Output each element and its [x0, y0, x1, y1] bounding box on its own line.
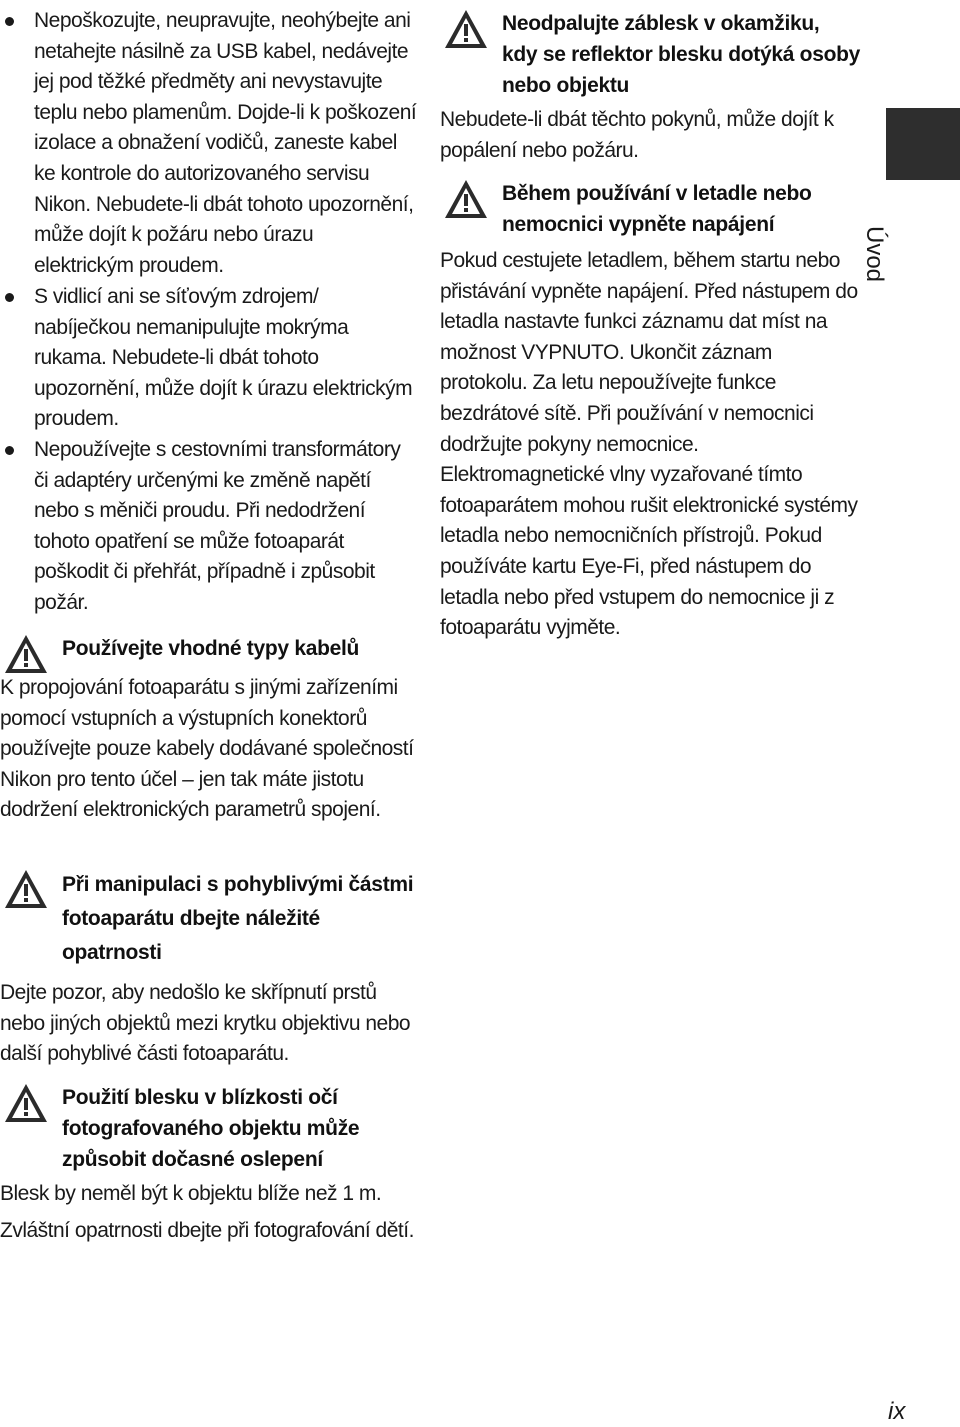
warning-heading-text: Použití blesku v blízkosti očí fotografovaného objektu může způsobit dočasné oslepení: [62, 1086, 360, 1171]
list-item: [0, 6, 418, 282]
bullet-text: Nepoužívejte s cestovními transformátory či adaptéry určenými ke změně napětí nebo s měniči proudu. Při nedodržení tohoto opatření se může fotoaparát poškodit či přehřát, případně i způsobit požár.: [34, 438, 401, 614]
warning-triangle-icon: [443, 178, 489, 220]
page-number: ix: [888, 1398, 906, 1425]
warning-heading-text: Při manipulaci s pohyblivými částmi fotoaparátu dbejte náležité opatrnosti: [62, 873, 414, 964]
bullet-list: [0, 6, 418, 625]
warning-body: Blesk by neměl být k objektu blíže než 1 m.: [0, 1182, 382, 1205]
warning-section: [0, 1082, 418, 1246]
warning-section: [440, 178, 860, 644]
list-item: [0, 282, 418, 435]
warning-heading: [440, 8, 860, 101]
bullet-dot-icon: [5, 293, 14, 302]
bullet-text: Nepoškozujte, neupravujte, neohýbejte ani netahejte násilně za USB kabel, nedávejte jej pod těžké předměty ani nevystavujte teplu nebo plamenům. Dojde-li k poškození izolace a obnažení vodičů, zaneste kabel ke kontrole do autorizovaného servisu Nikon. Nebudete-li dbát tohoto upozornění, může dojít k požáru nebo úrazu elektrickým proudem.: [34, 9, 417, 277]
left-column: [0, 0, 418, 1242]
bullet-dot-icon: [5, 17, 14, 26]
warning-body: Dejte pozor, aby nedošlo ke skřípnutí prstů nebo jiných objektů mezi krytku objektivu nebo další pohyblivé části fotoaparátu.: [0, 981, 411, 1066]
chapter-side-label: [861, 200, 940, 283]
warning-section: [0, 633, 418, 826]
warning-body-note: Zvláštní opatrnosti dbejte při fotografování dětí.: [0, 1218, 414, 1242]
chapter-label-text: Úvod: [861, 226, 888, 283]
warning-heading: [440, 178, 860, 240]
warning-heading-text: Během používání v letadle nebo nemocnici vypněte napájení: [502, 182, 812, 236]
bullet-text: S vidlicí ani se síťovým zdrojem/ nabíječkou nemanipulujte mokrýma rukama. Nebudete-li dbát tohoto upozornění, může dojít k úrazu elektrickým proudem.: [34, 285, 413, 431]
warning-heading: [0, 868, 418, 970]
warning-heading-text: Neodpalujte záblesk v okamžiku, kdy se reflektor blesku dotýká osoby nebo objektu: [502, 12, 861, 97]
warning-heading: [0, 633, 418, 664]
warning-body: Nebudete-li dbát těchto pokynů, může dojít k popálení nebo požáru.: [440, 108, 834, 162]
warning-heading: [0, 1082, 418, 1175]
warning-body: K propojování fotoaparátu s jinými zařízeními pomocí vstupních a výstupních konektorů používejte pouze kabely dodávané společností Nikon pro tento účel – jen tak máte jistotu dodržení elektronických parametrů spojení.: [0, 676, 414, 822]
warning-body: Pokud cestujete letadlem, během startu nebo přistávání vypněte napájení. Před nástupem do letadla nastavte funkci záznamu dat míst na možnost VYPNUTO. Ukončit záznam protokolu. Za letu nepoužívejte funkce bezdrátové sítě. Při používání v nemocnici dodržujte pokyny nemocnice. Elektromagnetické vlny vyzařované tímto fotoaparátem mohou rušit elektronické systémy letadla nebo nemocničních přístrojů. Pokud používáte kartu Eye-Fi, před nástupem do letadla nebo před vstupem do nemocnice ji z fotoaparátu vyjměte.: [440, 249, 858, 640]
warning-triangle-icon: [3, 868, 49, 910]
warning-triangle-icon: [3, 633, 49, 675]
warning-section: [440, 8, 860, 166]
bullet-dot-icon: [5, 446, 14, 455]
chapter-tab-marker: [886, 108, 960, 180]
list-item: [0, 435, 418, 625]
warning-triangle-icon: [3, 1082, 49, 1124]
warning-triangle-icon: [443, 8, 489, 50]
warning-heading-text: Používejte vhodné typy kabelů: [62, 637, 360, 660]
warning-section: [0, 868, 418, 1070]
